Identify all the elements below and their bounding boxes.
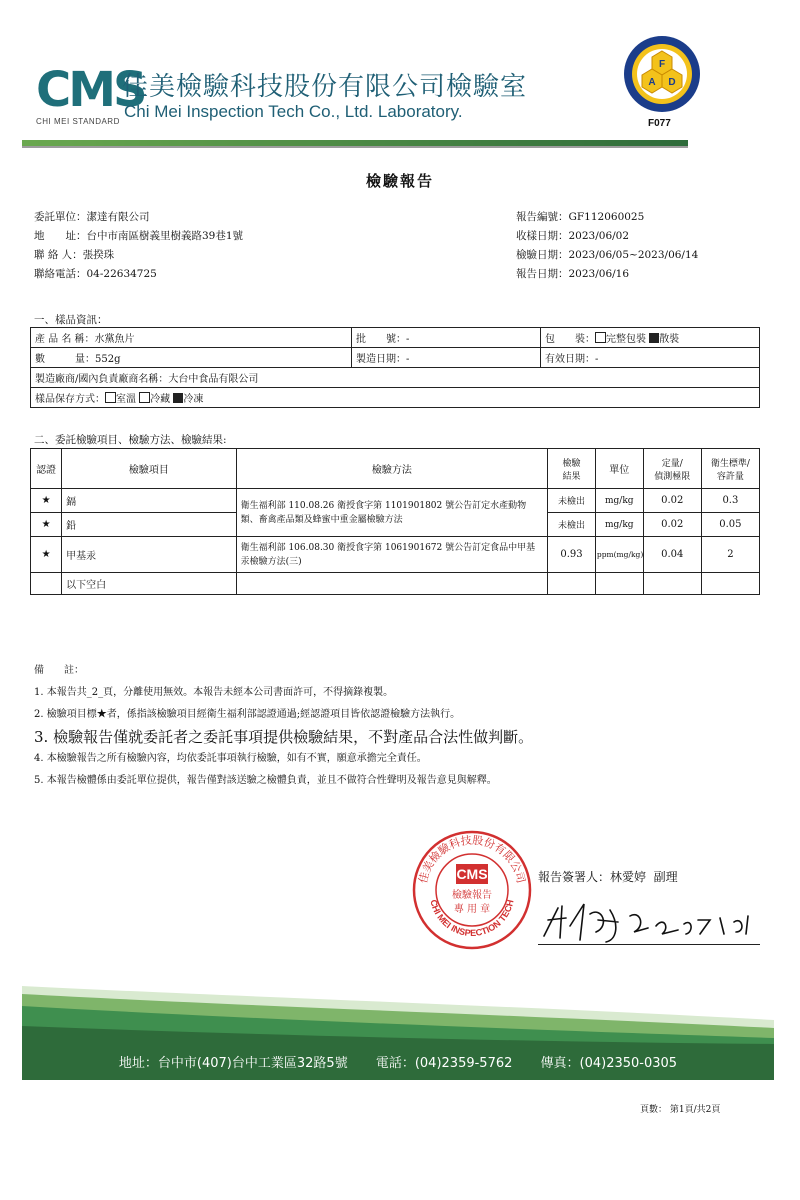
sample-qty-label: 數 量： (35, 354, 95, 365)
report-info (516, 208, 698, 284)
company-name-en: Chi Mei Inspection Tech Co., Ltd. Laboratory. (124, 102, 463, 121)
seal-center-1: 檢驗報告 (452, 890, 492, 901)
logo-subtitle: CHI MEI STANDARD (36, 117, 120, 126)
sample-table (30, 327, 760, 408)
test-date-label: 檢驗日期： (516, 249, 569, 261)
sample-batch-cell (352, 328, 541, 348)
issue-date-label: 報告日期： (516, 268, 569, 280)
badge-code: F077 (648, 118, 671, 129)
footer-fax: 傳真：(04)2350-0305 (540, 1056, 678, 1071)
signer-name: 林愛婷 (610, 870, 647, 884)
received-date-label: 收樣日期： (516, 230, 569, 242)
sample-name: 水黨魚片 (94, 334, 135, 345)
company-logo: CMS (36, 62, 145, 118)
accreditation-badge (622, 34, 702, 114)
blank-cell (701, 573, 759, 595)
storage-checkbox-1 (105, 392, 116, 403)
client-address-label: 地 址： (34, 230, 87, 242)
header-standard: 衛生標準/ 容許量 (701, 449, 759, 489)
sample-name-label: 產 品 名 稱： (35, 334, 95, 345)
signature-line (538, 944, 760, 945)
seal-center-2: 專 用 章 (453, 904, 491, 915)
sample-exp-cell (541, 348, 760, 368)
sample-package-label: 包 裝： (545, 334, 595, 345)
badge-letter-a: A (648, 77, 656, 88)
blank-cell (643, 573, 701, 595)
sample-storage-cell (31, 388, 760, 408)
note-4: 4. 本檢驗報告之所有檢驗內容，均依委託事項執行檢驗，如有不實，願意承擔完全責任。 (34, 753, 427, 764)
blank-cell (595, 573, 643, 595)
storage-option-3: 冷凍 (183, 394, 204, 405)
row-unit: mg/kg (595, 489, 643, 513)
badge-letter-f: F (658, 59, 666, 70)
sample-qty-cell (31, 348, 352, 368)
header-limit: 定量/ 偵測極限 (643, 449, 701, 489)
seal-logo: CMS (456, 866, 488, 882)
blank-cell (31, 573, 62, 595)
footer-address: 地址：台中市(407)台中工業區32路5號 (118, 1056, 348, 1071)
signer-title: 副理 (653, 870, 678, 884)
blank-cell (236, 573, 548, 595)
header-cert: 認證 (31, 449, 62, 489)
report-no: GF112060025 (568, 211, 645, 223)
row-standard: 0.3 (701, 489, 759, 513)
seal-ring-text-en: CHI MEI INSPECTION TECH (428, 898, 516, 939)
sample-qty: 552g (95, 354, 121, 365)
sample-mfg: - (406, 354, 410, 365)
page-number: 頁數： 第1頁/共2頁 (640, 1105, 721, 1115)
issue-date: 2023/06/16 (568, 268, 630, 280)
row-cert: ★ (31, 513, 62, 537)
header-result: 檢驗 結果 (548, 449, 596, 489)
row-standard: 2 (701, 537, 759, 573)
client-contact: 張揆珠 (82, 249, 115, 261)
header-method: 檢驗方法 (236, 449, 548, 489)
sample-mfg-label: 製造日期： (356, 354, 406, 365)
row-cert: ★ (31, 537, 62, 573)
badge-letter-d: D (668, 77, 676, 88)
client-unit-label: 委託單位： (34, 211, 87, 223)
handwritten-signature (540, 896, 760, 946)
footer-phone: 電話：(04)2359-5762 (375, 1056, 513, 1071)
row-standard: 0.05 (701, 513, 759, 537)
note-1: 1. 本報告共_2_頁，分離使用無效。本報告未經本公司書面許可，不得摘錄複製。 (34, 687, 394, 698)
row-limit: 0.02 (643, 489, 701, 513)
blank-cell (548, 573, 596, 595)
header-divider-grey (22, 146, 688, 148)
row-method: 衛生福利部 110.08.26 衛授食字第 1101901802 號公告訂定水產動物類、畜禽產品類及蜂蜜中重金屬檢驗方法 (236, 489, 548, 537)
client-info (34, 208, 243, 284)
note-3: 3. 檢驗報告僅就委託者之委託事項提供檢驗結果，不對產品合法性做判斷。 (34, 728, 534, 746)
company-seal (410, 828, 534, 952)
report-no-label: 報告編號： (516, 211, 569, 223)
row-unit: mg/kg (595, 513, 643, 537)
sample-package-cell (541, 328, 760, 348)
storage-option-1: 室溫 (116, 394, 136, 405)
sample-exp-label: 有效日期： (545, 354, 595, 365)
sample-name-cell (31, 328, 352, 348)
header-unit: 單位 (595, 449, 643, 489)
package-checkbox-checked (649, 333, 659, 343)
header-item: 檢驗項目 (62, 449, 236, 489)
signer-label: 報告簽署人： (538, 870, 611, 884)
note-2: 2. 檢驗項目標★者，係指該檢驗項目經衛生福利部認證通過;經認證項目皆依認證檢驗方法執行。 (34, 709, 461, 720)
package-option-2: 散裝 (659, 334, 680, 345)
sample-maker-label: 製造廠商/國內負責廠商名稱： (35, 374, 169, 385)
row-cert: ★ (31, 489, 62, 513)
row-item: 鎘 (62, 489, 236, 513)
seal-ring-text: 佳美檢驗科技股份有限公司 (416, 833, 528, 885)
table-row (31, 573, 760, 595)
client-phone: 04-22634725 (86, 268, 157, 280)
row-result: 0.93 (548, 537, 596, 573)
client-phone-label: 聯絡電話： (34, 268, 87, 280)
sample-batch-label: 批 號： (356, 334, 406, 345)
sample-batch: - (406, 334, 410, 345)
note-5: 5. 本報告檢體係由委託單位提供，報告僅對該送驗之檢體負責，並且不做符合性聲明及報告意見與解釋。 (34, 775, 497, 786)
row-unit: ppm(mg/kg) (595, 537, 643, 573)
row-limit: 0.04 (643, 537, 701, 573)
package-option-1: 完整包裝 (606, 334, 646, 345)
notes (34, 660, 774, 792)
sample-maker-cell (31, 368, 760, 388)
storage-option-2: 冷藏 (150, 394, 171, 405)
sample-section-title: 一、樣品資訊： (34, 314, 108, 326)
row-result: 未檢出 (548, 513, 596, 537)
company-name-zh: 佳美檢驗科技股份有限公司檢驗室 (122, 72, 528, 102)
package-checkbox-unchecked (595, 332, 606, 343)
blank-note: 以下空白 (62, 573, 236, 595)
tests-table (30, 448, 760, 595)
row-item: 鉛 (62, 513, 236, 537)
client-address: 台中市南區樹義里樹義路39巷1號 (86, 230, 244, 242)
sample-exp: - (595, 354, 599, 365)
row-result: 未檢出 (548, 489, 596, 513)
row-item: 甲基汞 (62, 537, 236, 573)
sample-maker: 大台中食品有限公司 (168, 374, 259, 385)
received-date: 2023/06/02 (568, 230, 630, 242)
tests-section-title: 二、委託檢驗項目、檢驗方法、檢驗結果: (34, 434, 227, 446)
signer (538, 868, 678, 885)
table-row (31, 489, 760, 513)
footer-contact (22, 1052, 774, 1071)
table-row (31, 537, 760, 573)
sample-mfg-cell (352, 348, 541, 368)
client-unit: 潔達有限公司 (86, 211, 150, 223)
notes-title: 備 註： (34, 665, 84, 676)
storage-checkbox-2 (139, 392, 150, 403)
storage-checkbox-3-checked (173, 393, 183, 403)
client-contact-label: 聯 絡 人： (34, 249, 83, 261)
test-date: 2023/06/05~2023/06/14 (568, 249, 699, 261)
sample-storage-label: 樣品保存方式： (35, 394, 105, 405)
row-method: 衛生福利部 106.08.30 衛授食字第 1061901672 號公告訂定食品中甲基汞檢驗方法(三) (236, 537, 548, 573)
row-limit: 0.02 (643, 513, 701, 537)
page-title: 檢驗報告 (365, 172, 434, 190)
